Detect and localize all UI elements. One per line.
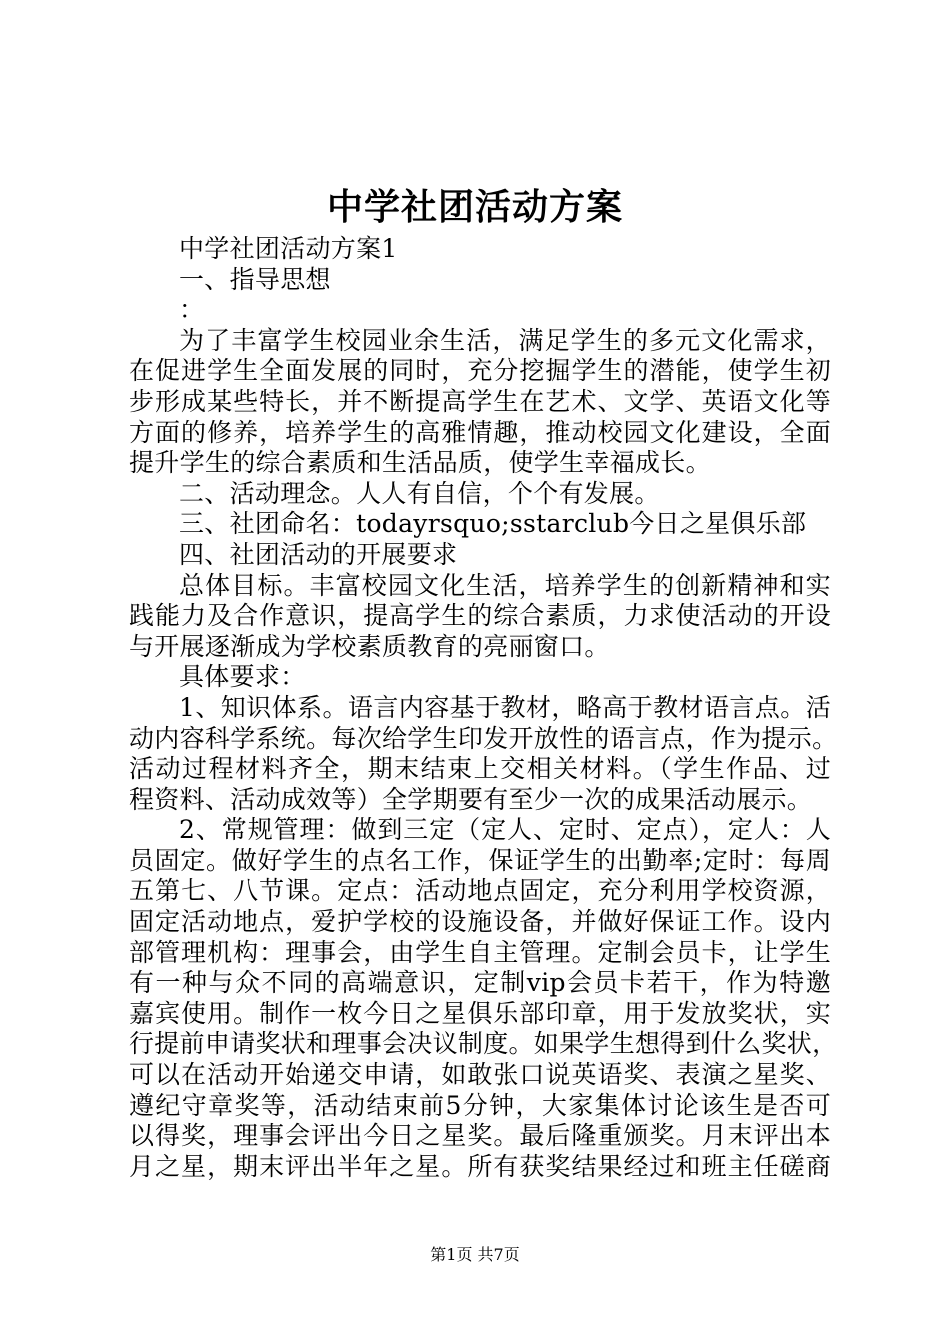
document-title: 中学社团活动方案 xyxy=(326,186,623,228)
section-heading: 一、指导思想 xyxy=(179,264,331,294)
paragraph-line: 在促进学生全面发展的同时，充分挖掘学生的潜能，使学生初 xyxy=(129,356,831,386)
paragraph-line: 五第七、八节课。定点：活动地点固定，充分利用学校资源， xyxy=(129,876,831,906)
paragraph-line: 与开展逐渐成为学校素质教育的亮丽窗口。 xyxy=(129,631,610,661)
paragraph-line: 嘉宾使用。制作一枚今日之星俱乐部印章，用于发放奖状，实 xyxy=(129,998,831,1028)
page-number-footer: 第1页 共7页 xyxy=(430,1245,520,1264)
paragraph-line: 提升学生的综合素质和生活品质，使学生幸福成长。 xyxy=(129,448,711,478)
paragraph-line: 行提前申请奖状和理事会决议制度。如果学生想得到什么奖状， xyxy=(129,1029,838,1059)
paragraph-line: 2、常规管理：做到三定（定人、定时、定点），定人：人 xyxy=(179,815,831,845)
section-heading: 中学社团活动方案1 xyxy=(179,234,398,263)
paragraph-line: 月之星，期末评出半年之星。所有获奖结果经过和班主任磋商 xyxy=(129,1151,831,1181)
paragraph-line: 遵纪守章奖等，活动结束前5分钟，大家集体讨论该生是否可 xyxy=(129,1090,831,1120)
paragraph-line: 动内容科学系统。每次给学生印发开放性的语言点，作为提示。 xyxy=(129,723,838,753)
paragraph-line: 以得奖，理事会评出今日之星奖。最后隆重颁奖。月末评出本 xyxy=(129,1121,831,1151)
paragraph-line: 践能力及合作意识，提高学生的综合素质，力求使活动的开设 xyxy=(129,601,831,631)
text-line: ： xyxy=(179,295,205,325)
paragraph-line: 部管理机构：理事会，由学生自主管理。定制会员卡，让学生 xyxy=(129,937,831,967)
paragraph-line: 步形成某些特长，并不断提高学生在艺术、文学、英语文化等 xyxy=(129,386,831,416)
paragraph-line: 员固定。做好学生的点名工作，保证学生的出勤率;定时：每周 xyxy=(129,845,831,875)
paragraph-line: 活动过程材料齐全，期末结束上交相关材料。（学生作品、过 xyxy=(129,754,831,784)
paragraph-line: 程资料、活动成效等）全学期要有至少一次的成果活动展示。 xyxy=(129,784,813,814)
paragraph-line: 可以在活动开始递交申请，如敢张口说英语奖、表演之星奖、 xyxy=(129,1060,831,1090)
document-body xyxy=(129,234,838,1182)
paragraph-line: 1、知识体系。语言内容基于教材，略高于教材语言点。活 xyxy=(179,692,831,722)
paragraph-line: 方面的修养，培养学生的高雅情趣，推动校园文化建设，全面 xyxy=(129,417,831,447)
section-heading: 二、活动理念。人人有自信，个个有发展。 xyxy=(179,478,660,508)
paragraph-line: 为了丰富学生校园业余生活，满足学生的多元文化需求， xyxy=(179,325,831,355)
section-heading: 具体要求： xyxy=(179,662,306,692)
paragraph-line: 有一种与众不同的高端意识，定制vip会员卡若干，作为特邀 xyxy=(129,968,831,998)
paragraph-line: 固定活动地点，爱护学校的设施设备，并做好保证工作。设内 xyxy=(129,907,831,937)
section-heading: 三、社团命名：todayrsquo;sstarclub今日之星俱乐部 xyxy=(179,509,807,539)
section-heading: 四、社团活动的开展要求 xyxy=(179,539,458,569)
paragraph-line: 总体目标。丰富校园文化生活，培养学生的创新精神和实 xyxy=(179,570,831,600)
